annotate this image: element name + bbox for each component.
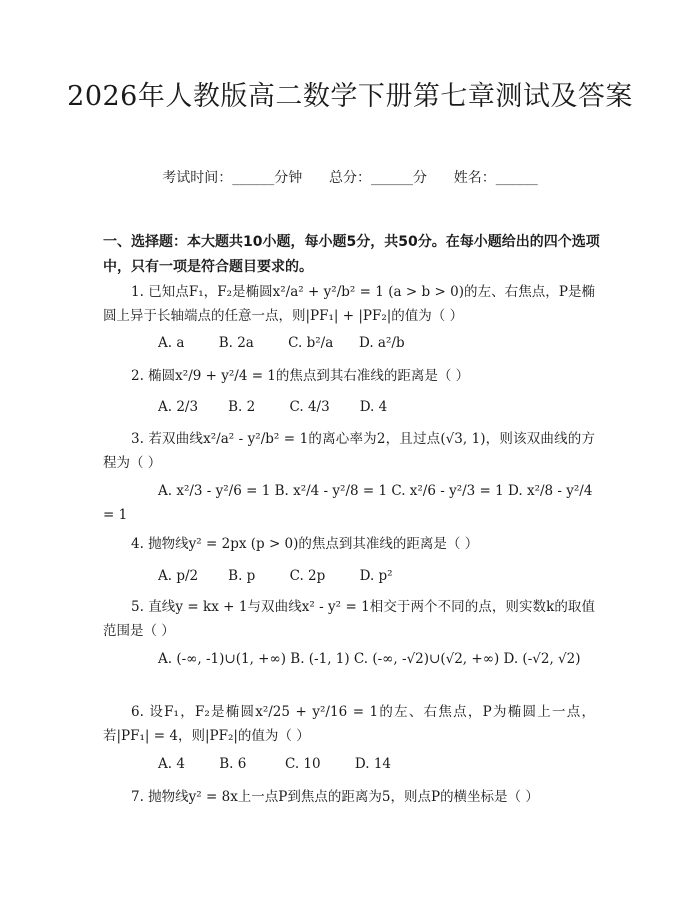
question-5: 5. 直线y = kx + 1与双曲线x² - y² = 1相交于两个不同的点，则实数k的取值范围是（ ） <box>103 599 595 639</box>
question-2-options: A. 2/3 B. 2 C. 4/3 D. 4 <box>158 399 388 415</box>
exam-info-line: 考试时间：______分钟 总分：______分 姓名：______ <box>162 170 538 186</box>
question-4-options: A. p/2 B. p C. 2p D. p² <box>158 568 393 584</box>
question-2: 2. 椭圆x²/9 + y²/4 = 1的焦点到其右准线的距离是（ ） <box>131 368 470 384</box>
section-heading: 一、选择题：本大题共10小题，每小题5分，共50分。在每小题给出的四个选项中，只有一项是符合题目要求的。 <box>103 234 600 275</box>
question-4: 4. 抛物线y² = 2px (p > 0)的焦点到其准线的距离是（ ） <box>131 536 479 552</box>
question-6: 6. 设F₁，F₂是椭圆x²/25 + y²/16 = 1的左、右焦点，P为椭圆上一点，若|PF₁| = 4，则|PF₂|的值为（ ） <box>103 704 595 744</box>
question-3: 3. 若双曲线x²/a² - y²/b² = 1的离心率为2，且过点(√3, 1)，则该双曲线的方程为（ ） <box>103 431 595 471</box>
question-3-options: A. x²/3 - y²/6 = 1 B. x²/4 - y²/8 = 1 C. x²/6 - y²/3 = 1 D. x²/8 - y²/4 = 1 <box>103 483 593 523</box>
question-1-options: A. a B. 2a C. b²/a D. a²/b <box>158 335 405 351</box>
question-6-options: A. 4 B. 6 C. 10 D. 14 <box>158 756 392 772</box>
question-1: 1. 已知点F₁，F₂是椭圆x²/a² + y²/b² = 1 (a > b > 0)的左、右焦点，P是椭圆上异于长轴端点的任意一点，则|PF₁| + |PF₂|的值为（ ） <box>103 284 595 324</box>
question-7: 7. 抛物线y² = 8x上一点P到焦点的距离为5，则点P的横坐标是（ ） <box>131 789 539 805</box>
document-title: 2026年人教版高二数学下册第七章测试及答案 <box>67 81 633 112</box>
question-5-options: A. (-∞, -1)∪(1, +∞) B. (-1, 1) C. (-∞, -√2)∪(√2, +∞) D. (-√2, √2) <box>158 651 581 667</box>
